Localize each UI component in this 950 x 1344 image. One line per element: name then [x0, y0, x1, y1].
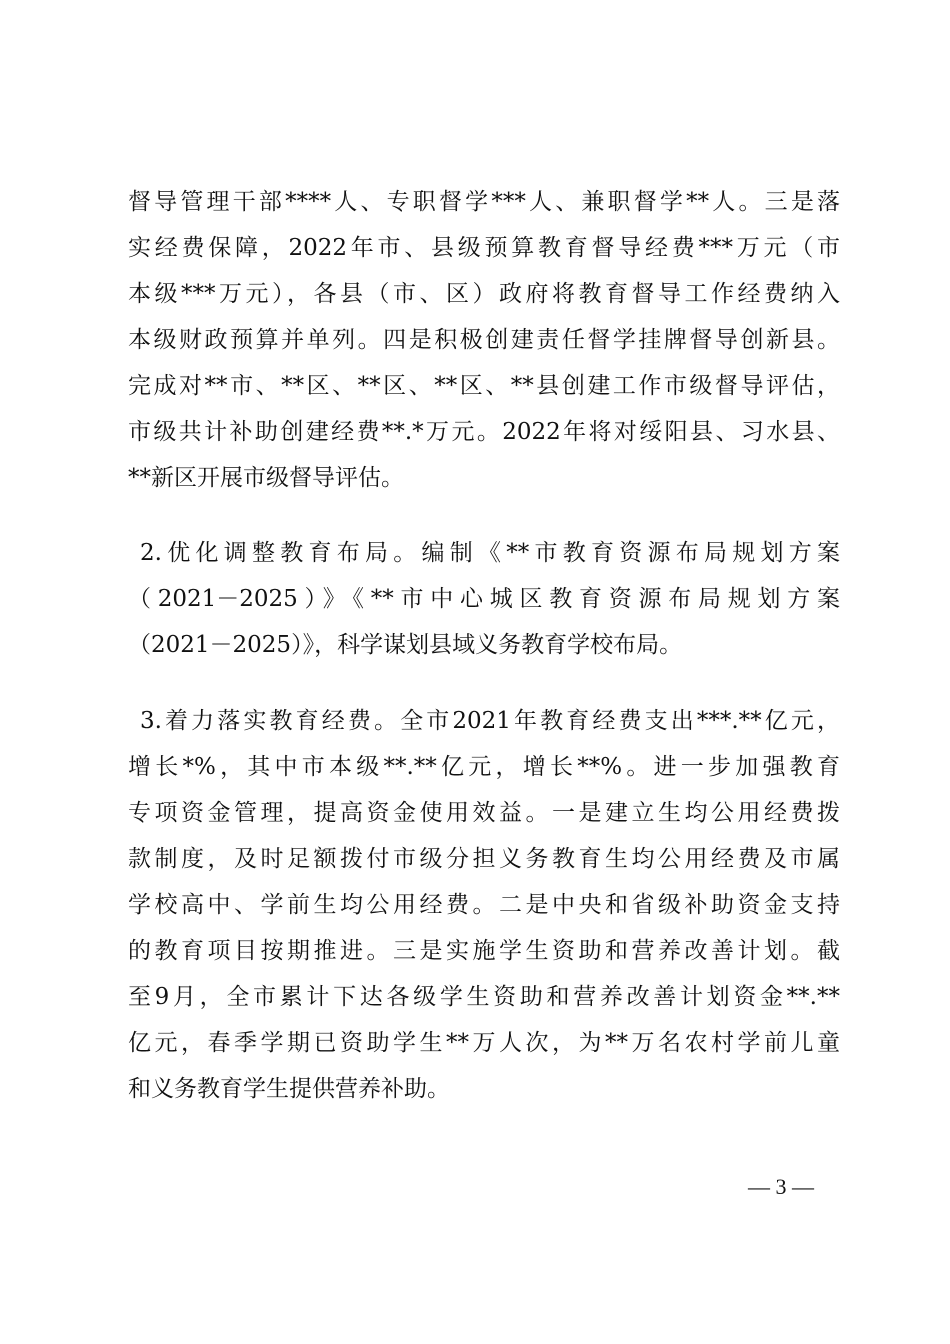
text-line: 实经费保障，2022年市、县级预算教育督导经费***万元（市	[128, 235, 840, 261]
text-line: 专项资金管理，提高资金使用效益。一是建立生均公用经费拨	[128, 800, 840, 826]
text-line: 督导管理干部****人、专职督学***人、兼职督学**人。三是落	[128, 189, 840, 215]
text-line: 市级共计补助创建经费**.*万元。2022年将对绥阳县、习水县、	[128, 419, 840, 445]
text-line: 至9月，全市累计下达各级学生资助和营养改善计划资金**.**	[128, 984, 840, 1010]
text-line: 完成对**市、**区、**区、**区、**县创建工作市级督导评估，	[128, 373, 840, 399]
text-line: 本级***万元），各县（市、区）政府将教育督导工作经费纳入	[128, 281, 840, 307]
text-line: 的教育项目按期推进。三是实施学生资助和营养改善计划。截	[128, 938, 840, 964]
text-line: 3.着力落实教育经费。全市2021年教育经费支出***.**亿元，	[140, 708, 840, 734]
text-line: 款制度，及时足额拨付市级分担义务教育生均公用经费及市属	[128, 846, 840, 872]
text-line: 学校高中、学前生均公用经费。二是中央和省级补助资金支持	[128, 892, 840, 918]
text-line: （2021－2025）》，科学谋划县域义务教育学校布局。	[128, 632, 683, 658]
text-line: 亿元，春季学期已资助学生**万人次，为**万名农村学前儿童	[128, 1030, 840, 1056]
text-line: （2021－2025）》《**市中心城区教育资源布局规划方案	[128, 586, 840, 612]
text-line: 和义务教育学生提供营养补助。	[128, 1076, 450, 1102]
text-line: 本级财政预算并单列。四是积极创建责任督学挂牌督导创新县。	[128, 327, 840, 353]
text-line: **新区开展市级督导评估。	[128, 465, 404, 491]
page-number: — 3 —	[748, 1174, 814, 1199]
text-line: 2.优化调整教育布局。编制《**市教育资源布局规划方案	[140, 540, 840, 566]
text-line: 增长*%，其中市本级**.**亿元，增长**%。进一步加强教育	[128, 754, 840, 780]
